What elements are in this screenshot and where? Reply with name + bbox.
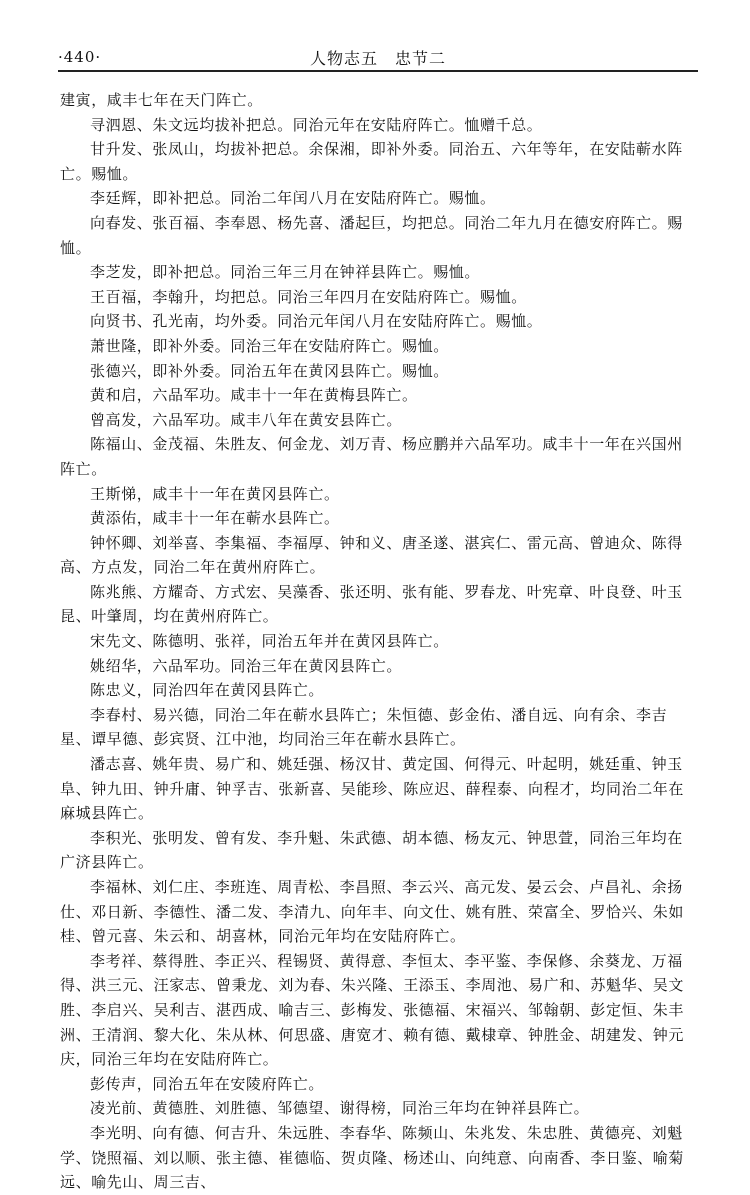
paragraph: 向春发、张百福、李奉恩、杨先喜、潘起巨，均把总。同治二年九月在德安府阵亡。赐恤。 [60,213,683,257]
paragraph: 潘志喜、姚年贵、易广和、姚廷强、杨汉甘、黄定国、何得元、叶起明，姚廷重、钟玉阜、钟九田、钟升庸、钟孚吉、张新喜、吴能珍、陈应迟、薛程泰、向程才，均同治二年在麻城县阵亡。 [60,755,685,823]
paragraph: 萧世隆，即补外委。同治三年在安陆府阵亡。赐恤。 [90,336,449,355]
paragraph: 甘升发、张凤山，均拔补把总。余保湘，即补外委。同治五、六年等年，在安陆蕲水阵亡。赐恤。 [60,140,683,183]
paragraph: 曾高发，六品军功。咸丰八年在黄安县阵亡。 [90,410,403,429]
paragraph: 李芝发，即补把总。同治三年三月在钟祥县阵亡。赐恤。 [90,263,481,282]
paragraph: 李积光、张明发、曾有发、李升魁、朱武德、胡本德、杨友元、钟思萱，同治三年均在广济县阵亡。 [60,828,683,872]
paragraph: 张德兴，即补外委。同治五年在黄冈县阵亡。赐恤。 [90,361,449,380]
paragraph: 陈兆熊、方耀奇、方式宏、吴藻香、张还明、张有能、罗春龙、叶宪章、叶良登、叶玉昆、叶肇周，均在黄州府阵亡。 [60,582,683,626]
paragraph: 凌光前、黄德胜、刘胜德、邹德望、谢得榜，同治三年均在钟祥县阵亡。 [90,1099,590,1118]
body-text [60,88,696,1195]
paragraph: 宋先文、陈德明、张祥，同治五年并在黄冈县阵亡。 [90,632,449,651]
paragraph: 李光明、向有德、何吉升、朱远胜、李春华、陈频山、朱兆发、朱忠胜、黄德亮、刘魁学、饶照福、刘以顺、张主德、崔德临、贺贞隆、杨述山、向纯意、向南香、李日鉴、喻菊远、喻先山、周三吉、 [60,1123,685,1192]
page-number: ·440· [58,48,102,66]
paragraph: 姚绍华，六品军功。同治三年在黄冈县阵亡。 [90,656,403,675]
page-header [58,44,698,72]
paragraph: 向贤书、孔光南，均外委。同治元年闰八月在安陆府阵亡。赐恤。 [90,312,543,331]
paragraph: 李廷辉，即补把总。同治二年闰八月在安陆府阵亡。赐恤。 [90,189,496,208]
paragraph: 建寅，咸丰七年在天门阵亡。 [60,91,263,109]
paragraph: 黄添佑，咸丰十一年在蕲水县阵亡。 [90,509,340,528]
paragraph: 王斯悌，咸丰十一年在黄冈县阵亡。 [90,484,340,503]
paragraph: 李考祥、蔡得胜、李正兴、程锡贤、黄得意、李恒太、李平鉴、李保修、余葵龙、万福得、洪三元、汪家志、曾秉龙、刘为春、朱兴隆、王添玉、李周池、易广和、苏魁华、吴文胜、李启兴、吴利吉、湛西成、喻吉三、彭梅发、张德福、宋福兴、邹翰朝、彭定恒、朱丰洲、王清润、黎大化、朱从林、何思盛、唐宽才、赖有德、戴棣章、钟胜金、胡建发、钟元庆，同治三年均在安陆府阵亡。 [60,951,685,1069]
paragraph: 陈福山、金茂福、朱胜友、何金龙、刘万青、杨应鹏并六品军功。咸丰十一年在兴国州阵亡。 [60,435,683,478]
paragraph: 李福林、刘仁庄、李班连、周青松、李昌照、李云兴、高元发、晏云会、卢昌礼、余扬仕、邓日新、李德性、潘二发、李清九、向年丰、向文仕、姚有胜、荣富全、罗恰兴、朱如桂、曾元喜、朱云和、胡喜林，同治元年均在安陆府阵亡。 [60,878,685,946]
paragraph: 彭传声，同治五年在安陵府阵亡。 [90,1074,325,1093]
paragraph: 黄和启，六品军功。咸丰十一年在黄梅县阵亡。 [90,386,418,405]
paragraph: 钟怀卿、刘举喜、李集福、李福厚、钟和义、唐圣遂、湛宾仁、雷元高、曾迪众、陈得高、方点发，同治二年在黄州府阵亡。 [60,533,683,577]
paragraph: 寻泗恩、朱文远均拔补把总。同治元年在安陆府阵亡。恤赠千总。 [90,115,543,134]
running-title: 人物志五 忠节二 [310,49,447,68]
paragraph: 李春村、易兴德，同治二年在蕲水县阵亡；朱恒德、彭金佑、潘自远、向有余、李吉星、谭早德、彭宾贤、江中池，均同治三年在蕲水县阵亡。 [60,705,668,749]
paragraph: 王百福，李翰升，均把总。同治三年四月在安陆府阵亡。赐恤。 [90,287,527,306]
paragraph: 陈忠义，同治四年在黄冈县阵亡。 [90,681,325,700]
